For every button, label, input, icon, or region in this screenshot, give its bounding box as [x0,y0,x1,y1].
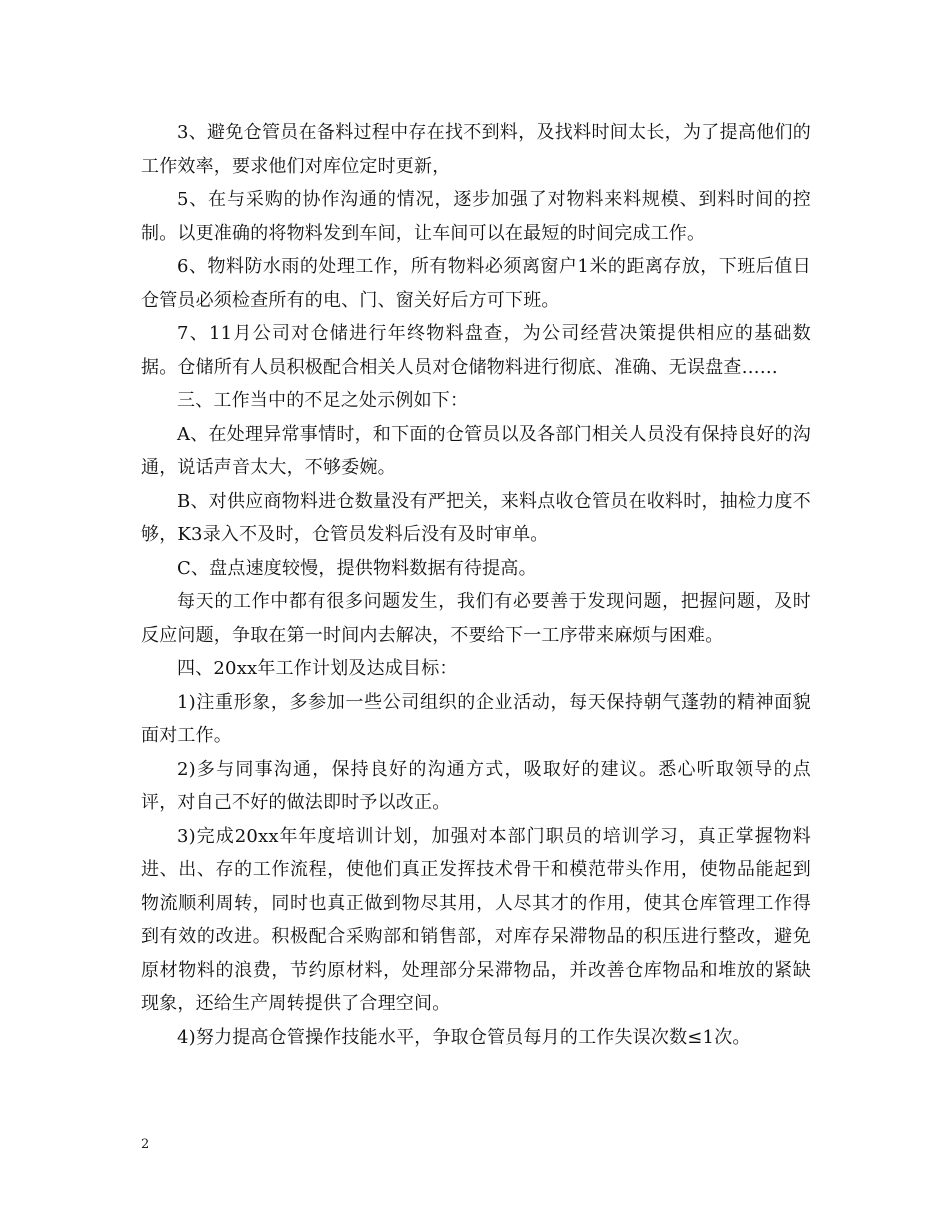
document-body [141,116,811,1054]
paragraph-item-7: 7、11月公司对仓储进行年终物料盘查，为公司经营决策提供相应的基础数据。仓储所有人员积极配合相关人员对仓储物料进行彻底、准确、无误盘查…… [141,323,811,378]
paragraph-item-a: A、在处理异常事情时，和下面的仓管员以及各部门相关人员没有保持良好的沟通，说话声音太大，不够委婉。 [141,423,811,478]
paragraph-item-3: 3、避免仓管员在备料过程中存在找不到料，及找料时间太长，为了提高他们的工作效率，要求他们对库位定时更新， [141,122,811,177]
plan-item-2: 2)多与同事沟通，保持良好的沟通方式，吸取好的建议。悉心听取领导的点评，对自己不好的做法即时予以改正。 [141,758,811,813]
paragraph-item-b: B、对供应商物料进仓数量没有严把关，来料点收仓管员在收料时，抽检力度不够，K3录入不及时，仓管员发料后没有及时审单。 [141,490,811,545]
plan-item-3: 3)完成20xx年年度培训计划，加强对本部门职员的培训学习，真正掌握物料进、出、存的工作流程，使他们真正发挥技术骨干和模范带头作用，使物品能起到物流顺利周转，同时也真正做到物尽其用，人尽其才的作用，使其仓库管理工作得到有效的改进。积极配合采购部和销售部，对库存呆滞物品的积压进行整改，避免原材物料的浪费，节约原材料，处理部分呆滞物品，并改善仓库物品和堆放的紧缺现象，还给生产周转提供了合理空间。 [141,825,811,1014]
section-heading-plan: 四、20xx年工作计划及达成目标： [177,658,458,679]
paragraph-item-c: C、盘点速度较慢，提供物料数据有待提高。 [177,557,537,579]
page-number: 2 [141,1137,150,1152]
section-heading-shortcomings: 三、工作当中的不足之处示例如下： [177,390,469,411]
plan-item-1: 1)注重形象，多参加一些公司组织的企业活动，每天保持朝气蓬勃的精神面貌面对工作。 [141,691,811,746]
paragraph-item-5: 5、在与采购的协作沟通的情况，逐步加强了对物料来料规模、到料时间的控制。以更准确的将物料发到车间，让车间可以在最短的时间完成工作。 [141,189,811,244]
paragraph-daily-problems: 每天的工作中都有很多问题发生，我们有必要善于发现问题，把握问题，及时反应问题，争取在第一时间内去解决，不要给下一工序带来麻烦与困难。 [141,591,811,646]
plan-item-4: 4)努力提高仓管操作技能水平，争取仓管员每月的工作失误次数≤1次。 [177,1026,751,1048]
paragraph-item-6: 6、物料防水雨的处理工作，所有物料必须离窗户1米的距离存放，下班后值日仓管员必须检查所有的电、门、窗关好后方可下班。 [141,256,811,311]
